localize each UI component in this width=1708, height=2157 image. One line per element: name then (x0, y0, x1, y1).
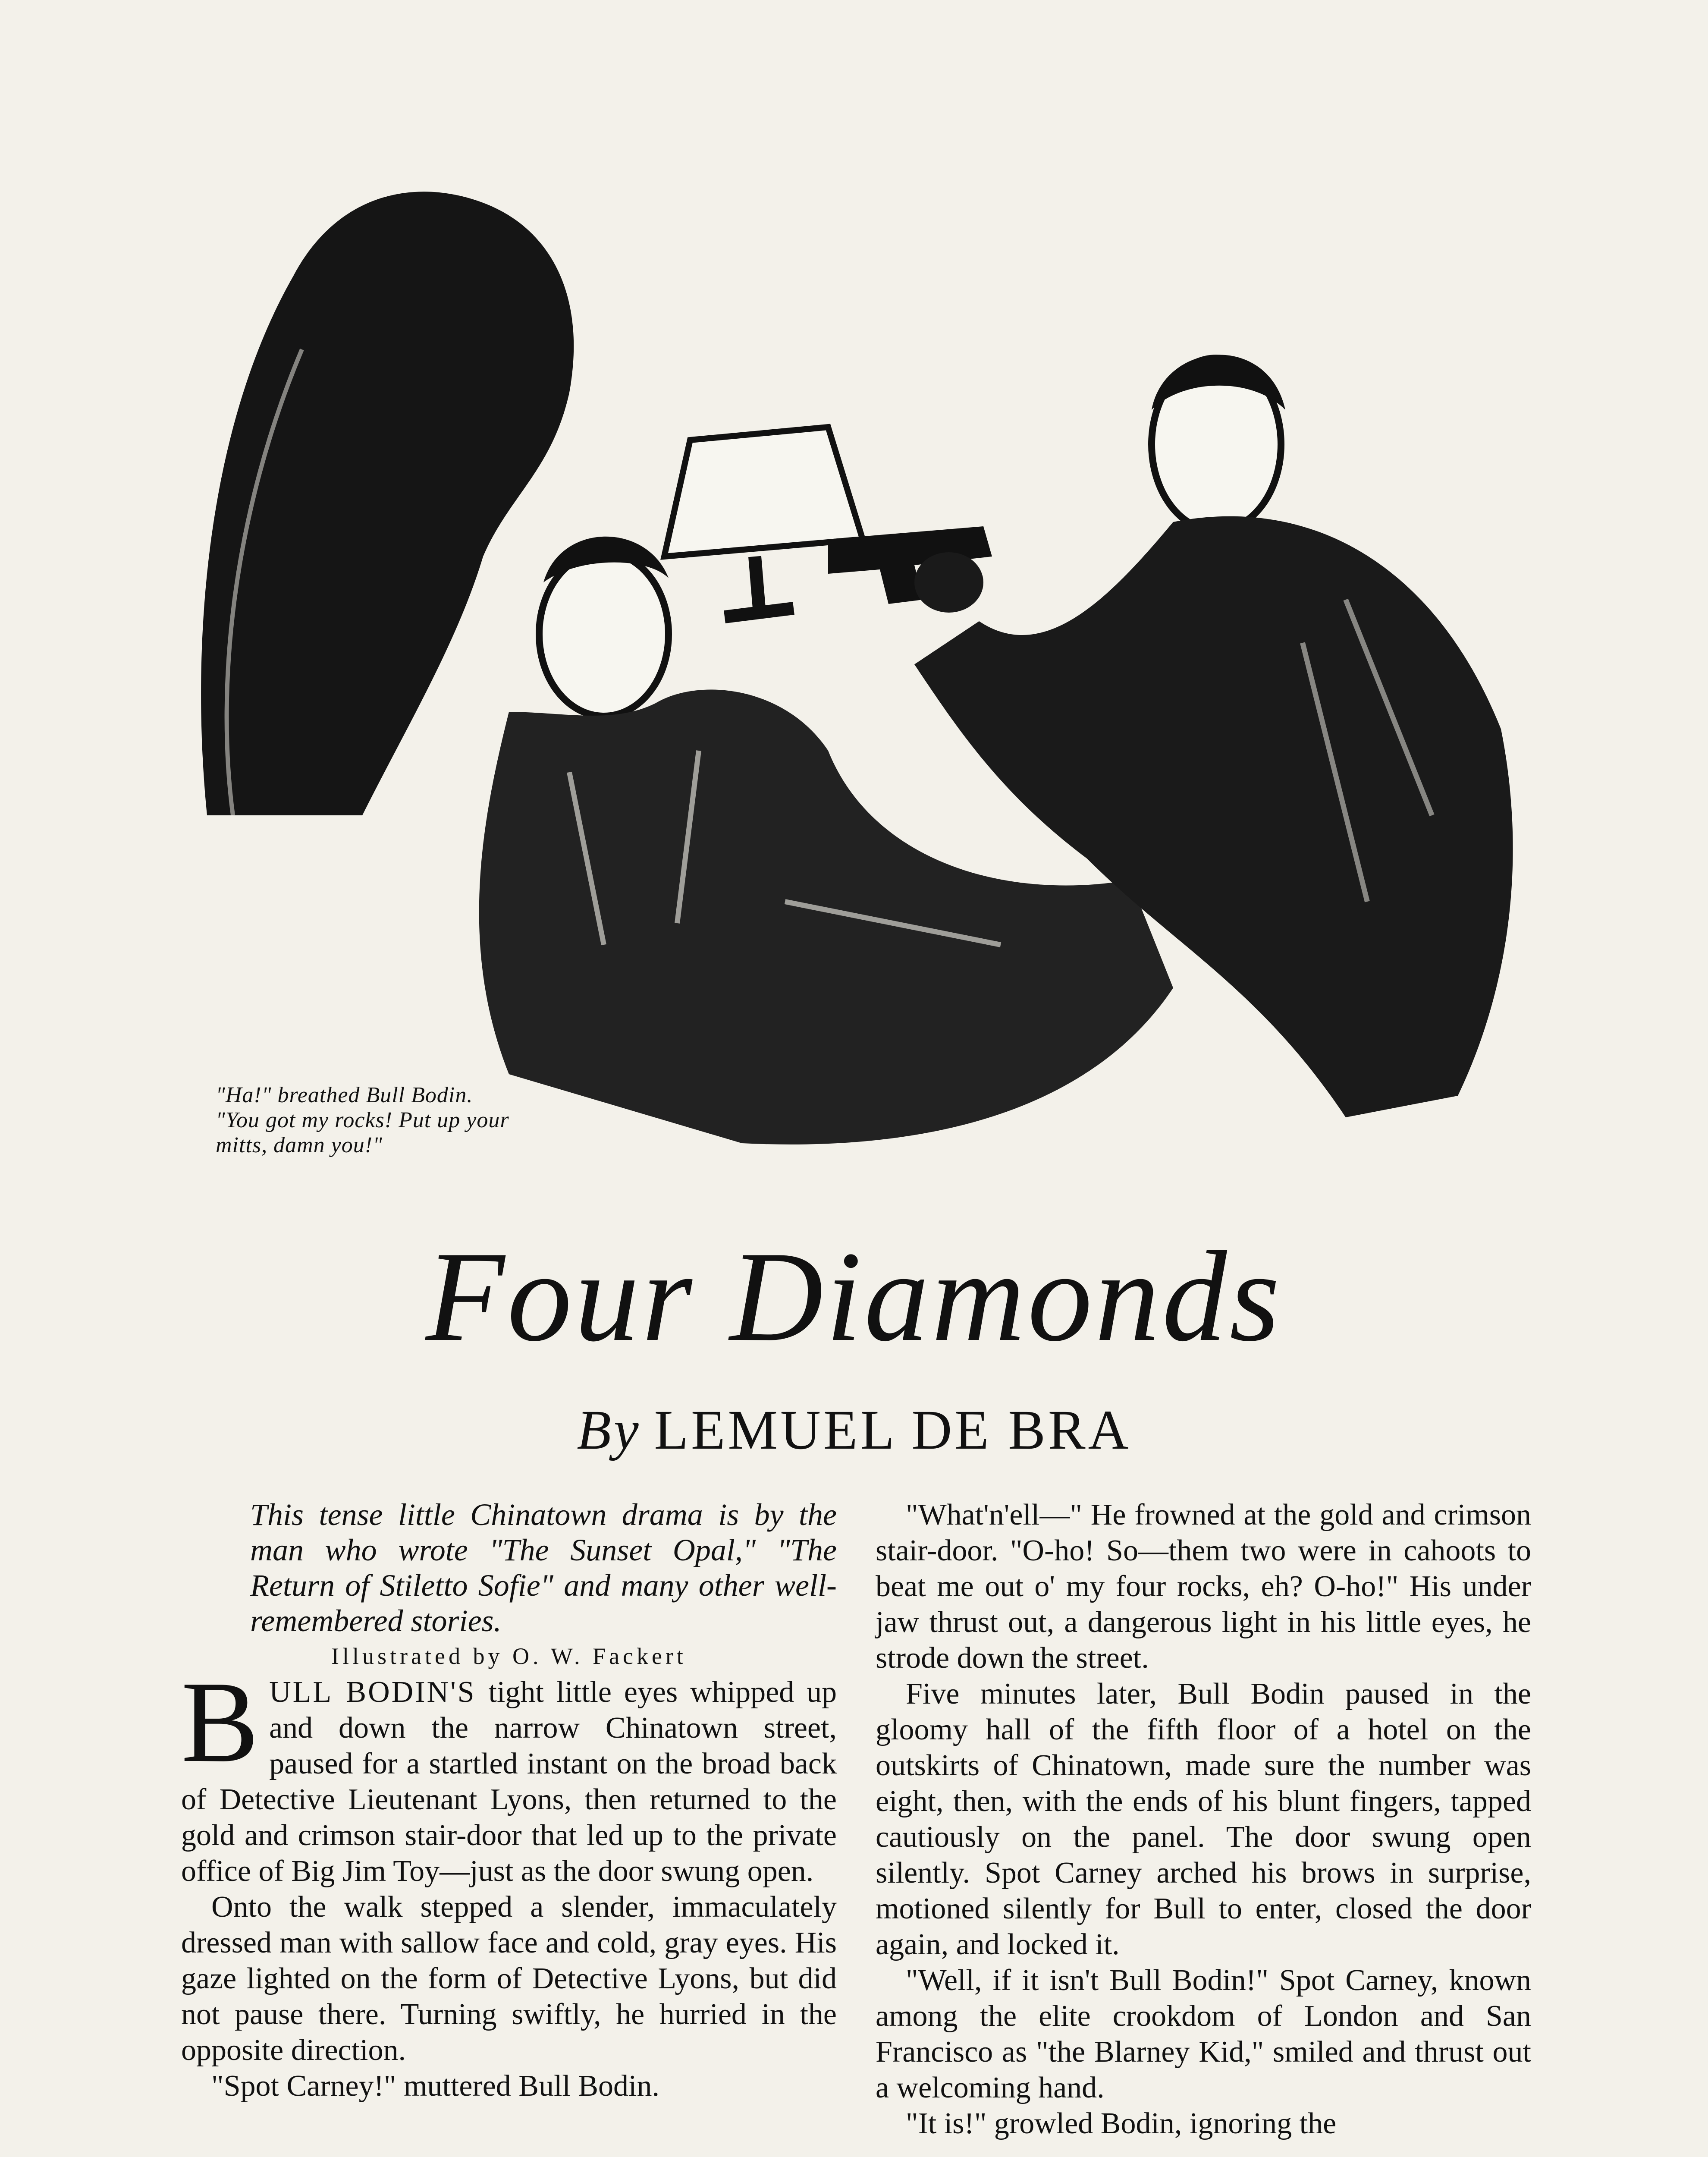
paragraph: Five minutes later, Bull Bodin paused in the gloomy hall of the fifth floor of a hotel on the outskirts of Chinatown, made sure the number was eight, then, with the ends of his blunt fingers, tapped cautiously on the panel. The door swung open silently. Spot Carney arched his brows in surprise, motioned silently for Bull to enter, closed the door again, and locked it. (876, 1677, 1531, 1961)
story-title: Four Diamonds (425, 1225, 1283, 1368)
right-column (876, 1497, 1531, 2141)
author-name: LEMUEL DE BRA (654, 1399, 1131, 1461)
paragraph: "Spot Carney!" muttered Bull Bodin. (211, 2069, 659, 2103)
byline-prefix: By (577, 1399, 641, 1461)
paragraph: "What'n'ell—" He frowned at the gold and crimson stair-door. "O-ho! So—them two were in cahoots to beat me out o' my four rocks, eh? O-ho!" His under jaw thrust out, a dangerous light in his little eyes, he strode down the street. (876, 1498, 1531, 1675)
left-column (181, 1497, 837, 2104)
drop-cap: B (181, 1657, 259, 1786)
paragraph: "Well, if it isn't Bull Bodin!" Spot Carney, known among the elite crookdom of London and San Francisco as "the Blarney Kid," smiled and thrust out a welcoming hand. (876, 1964, 1531, 2104)
illustration-caption: "Ha!" breathed Bull Bodin. "You got my rocks! Put up your mitts, damn you!" (216, 1083, 509, 1157)
opening-paragraph (181, 1657, 837, 1889)
paragraph: Onto the walk stepped a slender, immaculately dressed man with sallow face and cold, gray eyes. His gaze lighted on the form of Detective Lyons, but did not pause there. Turning swiftly, he hurried in the opposite direction. (181, 1890, 837, 2067)
story-intro: This tense little Chinatown drama is by the man who wrote "The Sunset Opal," "The Return of Stiletto Sofie" and many other well-remembered stories. (250, 1497, 837, 1638)
seated-man-head (539, 552, 669, 716)
paragraph: "It is!" growled Bodin, ignoring the (906, 2107, 1337, 2140)
story-illustration (181, 168, 1535, 1204)
byline (0, 1398, 1708, 1462)
opening-text: tight little eyes whipped up and down the narrow Chinatown street, paused for a startled instant on the broad back of Detective Lieutenant Lyons, then returned to the gold and crimson stair-door that led up to the private office of Big Jim Toy—just as the door swung open. (181, 1676, 837, 1888)
lamp-shade (664, 427, 863, 557)
illustrator-credit: Illustrated by O. W. Fackert (331, 1643, 687, 1669)
opening-lead: ULL BODIN'S (269, 1676, 476, 1709)
